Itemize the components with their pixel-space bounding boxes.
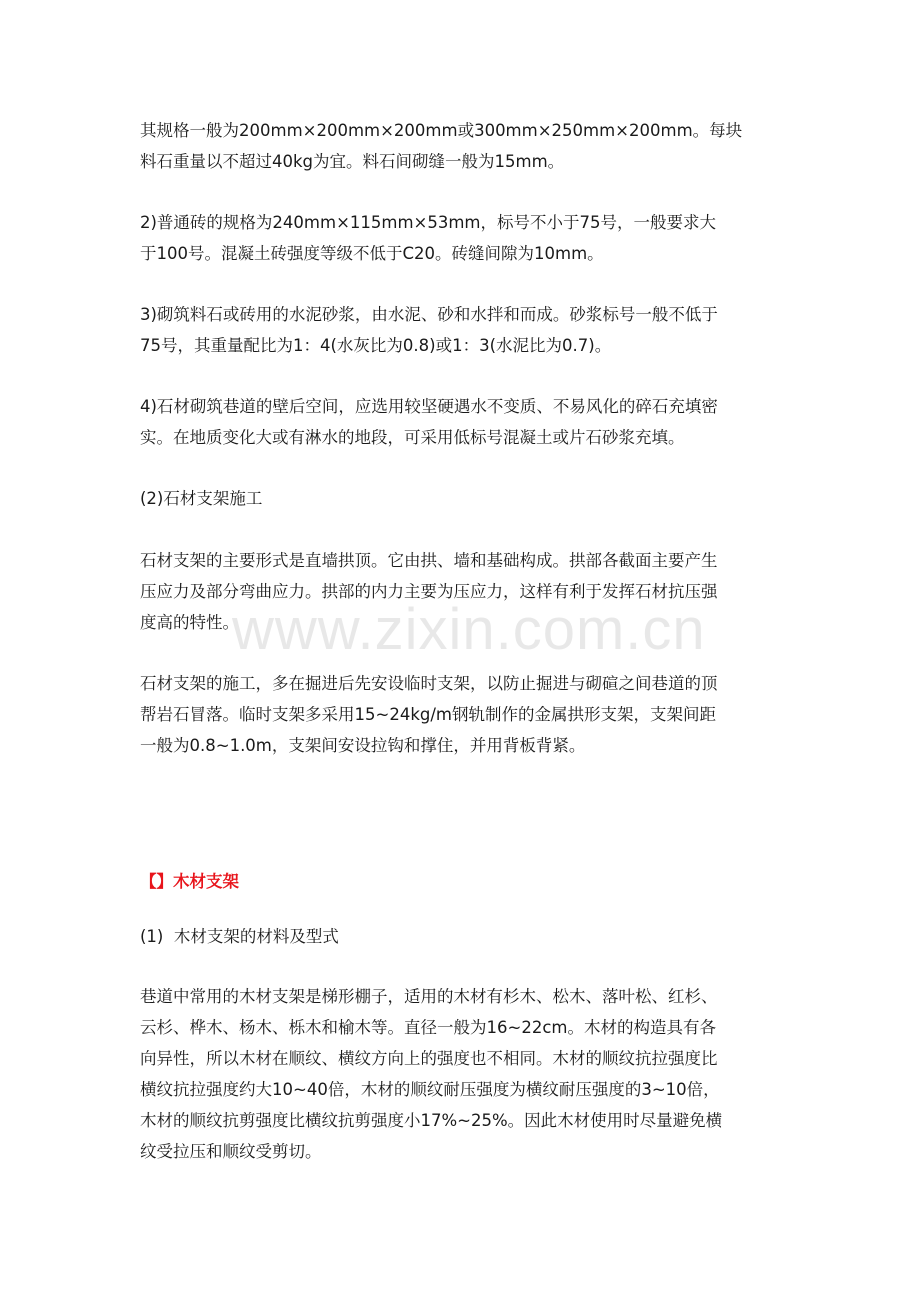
paragraph-stone-support-form: 石材支架的主要形式是直墙拱顶。它由拱、墙和基础构成。拱部各截面主要产生 压应力及部分弯曲应力。拱部的内力主要为压应力，这样有利于发挥石材抗压强 度高的特性。 bbox=[140, 551, 718, 632]
paragraph-stone-support-construction: 石材支架的施工，多在掘进后先安设临时支架，以防止掘进与砌碹之间巷道的顶 帮岩石冒落。临时支架多采用15~24kg/m钢轨制作的金属拱形支架，支架间距 一般为0.8~1.0m，支架间安设拉钩和撑住，并用背板背紧。 bbox=[140, 674, 718, 755]
section-heading-timber-support: 【】木材支架 bbox=[140, 872, 239, 891]
paragraph-brick-spec: 2)普通砖的规格为240mm×115mm×53mm，标号不小于75号，一般要求大 于100号。混凝土砖强度等级不低于C20。砖缝间隙为10mm。 bbox=[140, 213, 717, 263]
paragraph-timber-properties: 巷道中常用的木材支架是梯形棚子，适用的木材有杉木、松木、落叶松、红杉、 云杉、桦木、杨木、栎木和榆木等。直径一般为16~22cm。木材的构造具有各 向异性，所以木材在顺纹、横纹方向上的强度也不相同。木材的顺纹抗拉强度比 横纹抗拉强度约大10~40倍，木材的顺纹耐压强度为横纹耐压强度的3~10倍， 木材的顺纹抗剪强度比横纹抗剪强度小17%~25%。因此木材使用时尽量避免横 纹受拉压和顺纹受剪切。 bbox=[140, 987, 723, 1161]
subheading-timber-materials: (1) 木材支架的材料及型式 bbox=[140, 927, 339, 946]
paragraph-mortar: 3)砌筑料石或砖用的水泥砂浆，由水泥、砂和水拌和而成。砂浆标号一般不低于 75号，其重量配比为1：4(水灰比为0.8)或1：3(水泥比为0.7)。 bbox=[140, 305, 718, 355]
paragraph-stone-block-spec: 其规格一般为200mm×200mm×200mm或300mm×250mm×200mm。每块 料石重量以不超过40kg为宜。料石间砌缝一般为15mm。 bbox=[140, 121, 743, 171]
paragraph-backfill: 4)石材砌筑巷道的壁后空间，应选用较坚硬遇水不变质、不易风化的碎石充填密 实。在地质变化大或有淋水的地段，可采用低标号混凝土或片石砂浆充填。 bbox=[140, 397, 718, 447]
watermark-text: www.zixin.com.cn bbox=[232, 597, 706, 662]
subheading-stone-support-construction: (2)石材支架施工 bbox=[140, 489, 263, 508]
